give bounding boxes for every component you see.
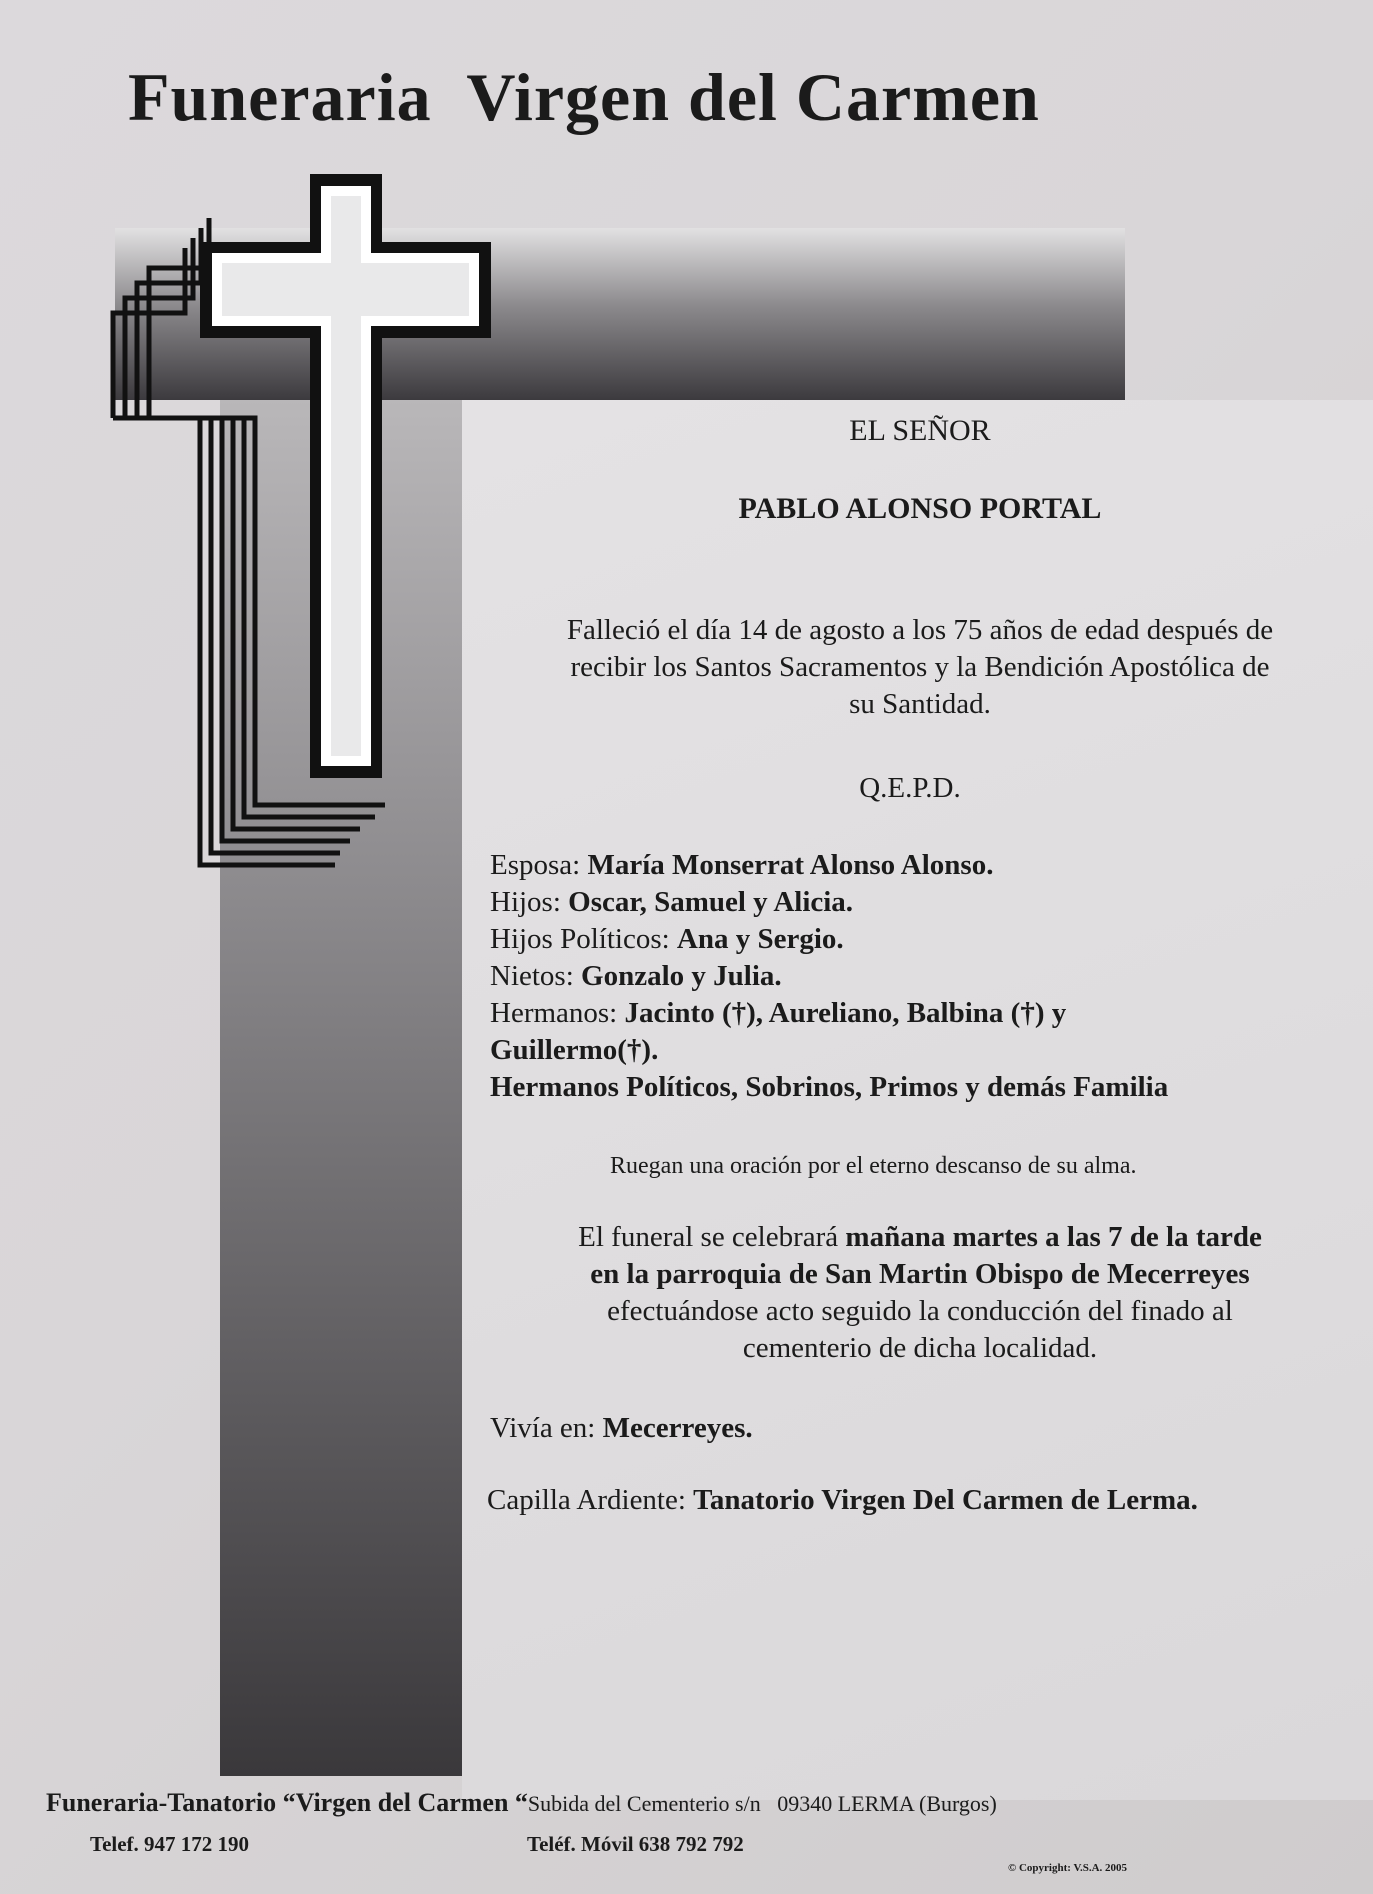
residence: Vivía en: Mecerreyes. [490,1412,753,1444]
list-item [490,1032,1360,1069]
family-member: María Monserrat Alonso Alonso. [587,849,994,881]
announcement-text [480,612,1360,723]
family-member: Guillermo(†). [490,1034,659,1066]
funeral-details: El funeral se celebrará mañana martes a las 7 de la tarde en la parroquia de San Martin Obispo de Mecerreyes efectuándose acto seguido la conducción del finado al cementerio de dicha localidad. [578,1221,1262,1364]
family-member: Oscar, Samuel y Alicia. [568,886,854,918]
list-item: Hijos Políticos: Ana y Sergio. [490,923,844,955]
family-member: Ana y Sergio. [676,923,844,955]
deceased-name: PABLO ALONSO PORTAL [738,492,1102,525]
list-item [490,1069,1360,1106]
footer-company: Funeraria-Tanatorio “Virgen del Carmen “Subida del Cementerio s/n 09340 LERMA (Burgos) [46,1788,997,1817]
list-item: Esposa: María Monserrat Alonso Alonso. [490,849,994,881]
announcement-line: recibir los Santos Sacramentos y la Bendición Apostólica de [570,651,1270,683]
prayer-request: Ruegan una oración por el eterno descanso de su alma. [610,1153,1137,1179]
honorific: EL SEÑOR [849,414,991,447]
footer-address: Subida del Cementerio s/n 09340 LERMA (Burgos) [527,1791,997,1816]
list-item: Hermanos: Jacinto (†), Aureliano, Balbina (†) y [490,997,1067,1029]
family-member: Hermanos Políticos, Sobrinos, Primos y demás Familia [490,1071,1169,1103]
list-item: Nietos: Gonzalo y Julia. [490,960,782,992]
footer-phone: Telef. 947 172 190 [90,1832,250,1856]
chapel: Capilla Ardiente: Tanatorio Virgen Del Carmen de Lerma. [487,1484,1198,1516]
announcement-line: su Santidad. [849,688,991,720]
family-member: Gonzalo y Julia. [581,960,782,992]
family-list [490,847,1360,1106]
copyright: © Copyright: V.S.A. 2005 [1008,1862,1128,1874]
family-member: Jacinto (†), Aureliano, Balbina (†) y [624,997,1067,1029]
list-item: Hijos: Oscar, Samuel y Alicia. [490,886,854,918]
cross-icon [105,168,505,888]
footer-mobile: Teléf. Móvil 638 792 792 [527,1832,744,1856]
qepd: Q.E.P.D. [859,772,961,804]
announcement-line: Falleció el día 14 de agosto a los 75 años de edad después de [566,614,1274,646]
funeral-home-title: Funeraria Virgen del Carmen [128,59,1040,135]
